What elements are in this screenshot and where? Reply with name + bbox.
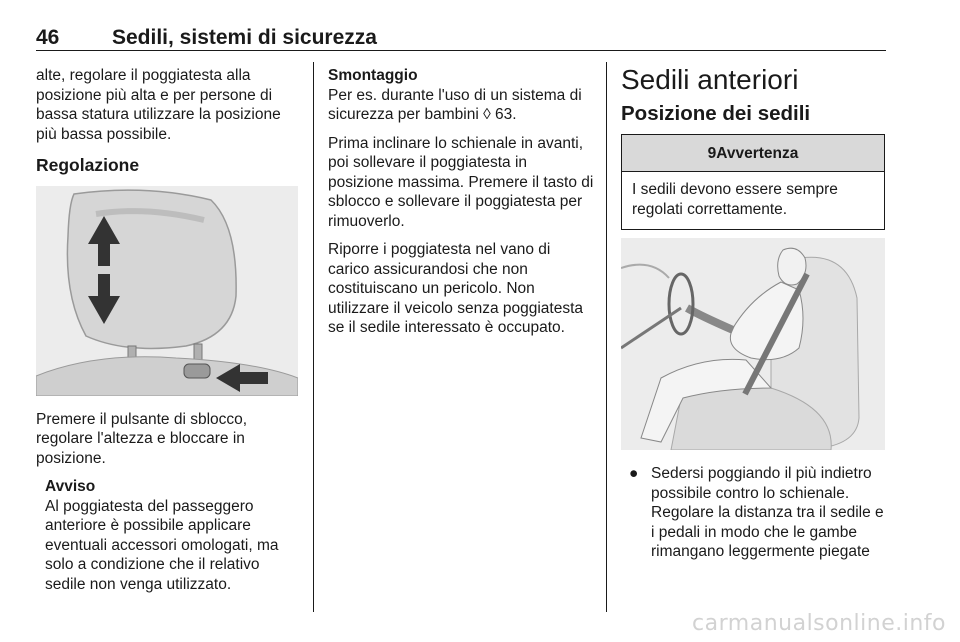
notice-title: Avviso <box>45 478 96 495</box>
figure-caption: Premere il pulsante di sblocco, regolare l'altezza e bloccare in posizione. <box>36 410 248 467</box>
removal-heading: Smontaggio <box>328 67 418 84</box>
removal-paragraph-1: Per es. durante l'uso di un sistema di sicurezza per bambini ◊ 63. <box>328 86 582 123</box>
column-divider <box>313 62 314 612</box>
subsection-title: Posizione dei sedili <box>621 102 811 125</box>
column-1 <box>36 66 304 594</box>
section-title: Sedili anteriori <box>621 64 799 95</box>
adjustment-heading: Regolazione <box>36 155 140 175</box>
intro-paragraph: alte, regolare il poggiatesta alla posizione più alta e per persone di bassa statura utilizzare la posizione più bassa possibile. <box>36 67 281 143</box>
list-item <box>621 464 887 562</box>
column-3 <box>621 66 887 562</box>
bullet-marker: ● <box>629 465 639 482</box>
watermark-logo: carmanualsonline.info <box>692 611 946 636</box>
notice-text: Al poggiatesta del passeggero anteriore è possibile applicare eventuali accessori omologati, ma solo a condizione che il relativo sedile non venga utilizzato. <box>45 497 279 593</box>
column-divider <box>606 62 607 612</box>
warning-box <box>621 134 885 231</box>
notice-box <box>45 477 304 594</box>
chapter-title: Sedili, sistemi di sicurezza <box>112 26 377 49</box>
driver-seat-illustration <box>621 238 885 450</box>
warning-text: I sedili devono essere sempre regolati correttamente. <box>632 181 838 218</box>
removal-paragraph-3: Riporre i poggiatesta nel vano di carico assicurandosi che non costituiscano un pericolo. Non utilizzare il veicolo senza poggiatesta se il sedile interessato è occupato. <box>328 241 584 336</box>
page-number: 46 <box>36 26 60 49</box>
removal-paragraph-2: Prima inclinare lo schienale in avanti, poi sollevare il poggiatesta in posizione massima. Premere il tasto di sblocco e sollevare il poggiatesta per rimuoverlo. <box>328 134 594 230</box>
bullet-text: Sedersi poggiando il più indietro possibile contro lo schienale. Regolare la distanza tra il sedile e i pedali in modo che le gambe rimangano leggermente piegate <box>651 465 884 560</box>
warning-title: 9Avvertenza <box>622 135 884 173</box>
column-2 <box>328 66 594 347</box>
headrest-illustration <box>36 186 298 396</box>
page-header <box>36 22 886 51</box>
